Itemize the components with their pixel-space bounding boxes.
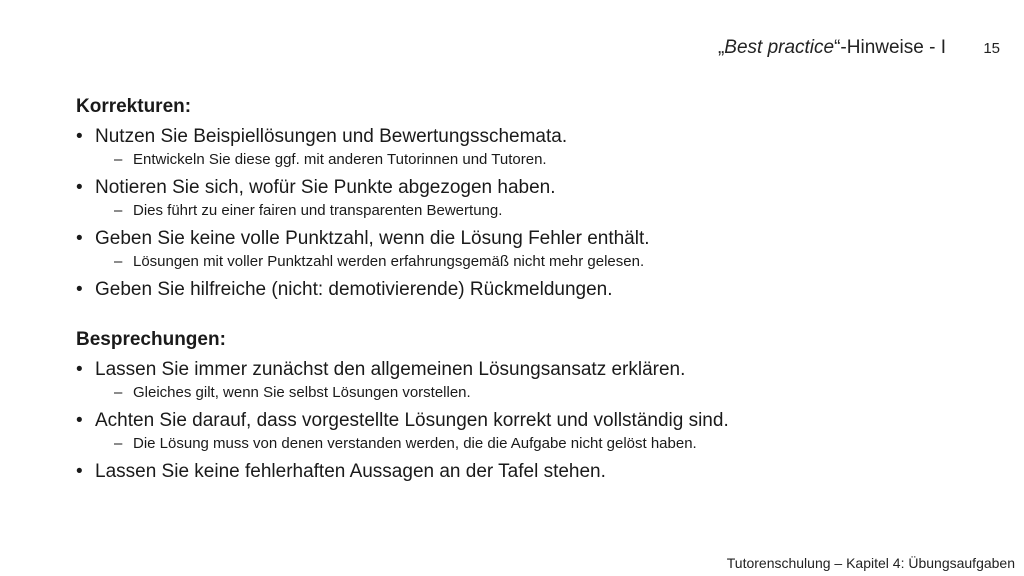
bullet-dot: • xyxy=(76,279,83,300)
sub-bullet-text: Lösungen mit voller Punktzahl werden erfahrungsgemäß nicht mehr gelesen. xyxy=(133,253,645,270)
bullet-text: Notieren Sie sich, wofür Sie Punkte abgezogen haben. xyxy=(95,177,556,198)
title-quote-open: „ xyxy=(717,37,725,58)
sub-bullet-dash: – xyxy=(114,253,123,270)
sub-bullet-item xyxy=(76,149,976,171)
sub-bullet-item xyxy=(76,382,976,404)
bullet-text: Lassen Sie keine fehlerhaften Aussagen an der Tafel stehen. xyxy=(95,461,606,482)
bullet-item xyxy=(76,226,976,251)
bullet-dot: • xyxy=(76,228,83,249)
sub-bullet-text: Dies führt zu einer fairen und transparenten Bewertung. xyxy=(133,202,503,219)
footer-text: Tutorenschulung – Kapitel 4: Übungsaufgaben xyxy=(726,555,1015,571)
sub-bullet-dash: – xyxy=(114,435,123,452)
sub-bullet-text: Die Lösung muss von denen verstanden werden, die die Aufgabe nicht gelöst haben. xyxy=(133,435,697,452)
bullet-dot: • xyxy=(76,359,83,380)
bullet-text: Geben Sie hilfreiche (nicht: demotivierende) Rückmeldungen. xyxy=(95,279,613,300)
sub-bullet-dash: – xyxy=(114,384,123,401)
bullet-item xyxy=(76,408,976,433)
bullet-dot: • xyxy=(76,177,83,198)
section-heading-korrekturen: Korrekturen: xyxy=(76,96,192,117)
slide-title xyxy=(718,37,946,59)
bullet-text: Achten Sie darauf, dass vorgestellte Lösungen korrekt und vollständig sind. xyxy=(95,410,729,431)
sub-bullet-dash: – xyxy=(114,202,123,219)
sub-bullet-item xyxy=(76,433,976,455)
sub-bullet-text: Entwickeln Sie diese ggf. mit anderen Tutorinnen und Tutoren. xyxy=(133,151,547,168)
bullet-item xyxy=(76,459,976,484)
bullet-dot: • xyxy=(76,461,83,482)
bullet-text: Lassen Sie immer zunächst den allgemeinen Lösungsansatz erklären. xyxy=(95,359,686,380)
bullet-item xyxy=(76,357,976,382)
bullet-dot: • xyxy=(76,126,83,147)
section-heading-besprechungen: Besprechungen: xyxy=(76,329,226,350)
bullet-text: Nutzen Sie Beispiellösungen und Bewertungsschemata. xyxy=(95,126,568,147)
title-italic-part: Best practice xyxy=(724,37,835,58)
bullet-text: Geben Sie keine volle Punktzahl, wenn die Lösung Fehler enthält. xyxy=(95,228,650,249)
title-rest: “-Hinweise - I xyxy=(834,37,946,58)
bullet-item xyxy=(76,175,976,200)
page-number: 15 xyxy=(983,40,1000,57)
bullet-dot: • xyxy=(76,410,83,431)
sub-bullet-item xyxy=(76,251,976,273)
slide-content xyxy=(76,94,976,484)
sub-bullet-text: Gleiches gilt, wenn Sie selbst Lösungen vorstellen. xyxy=(133,384,471,401)
bullet-item xyxy=(76,124,976,149)
sub-bullet-dash: – xyxy=(114,151,123,168)
bullet-item xyxy=(76,277,976,302)
section-spacer xyxy=(76,302,976,327)
sub-bullet-item xyxy=(76,200,976,222)
